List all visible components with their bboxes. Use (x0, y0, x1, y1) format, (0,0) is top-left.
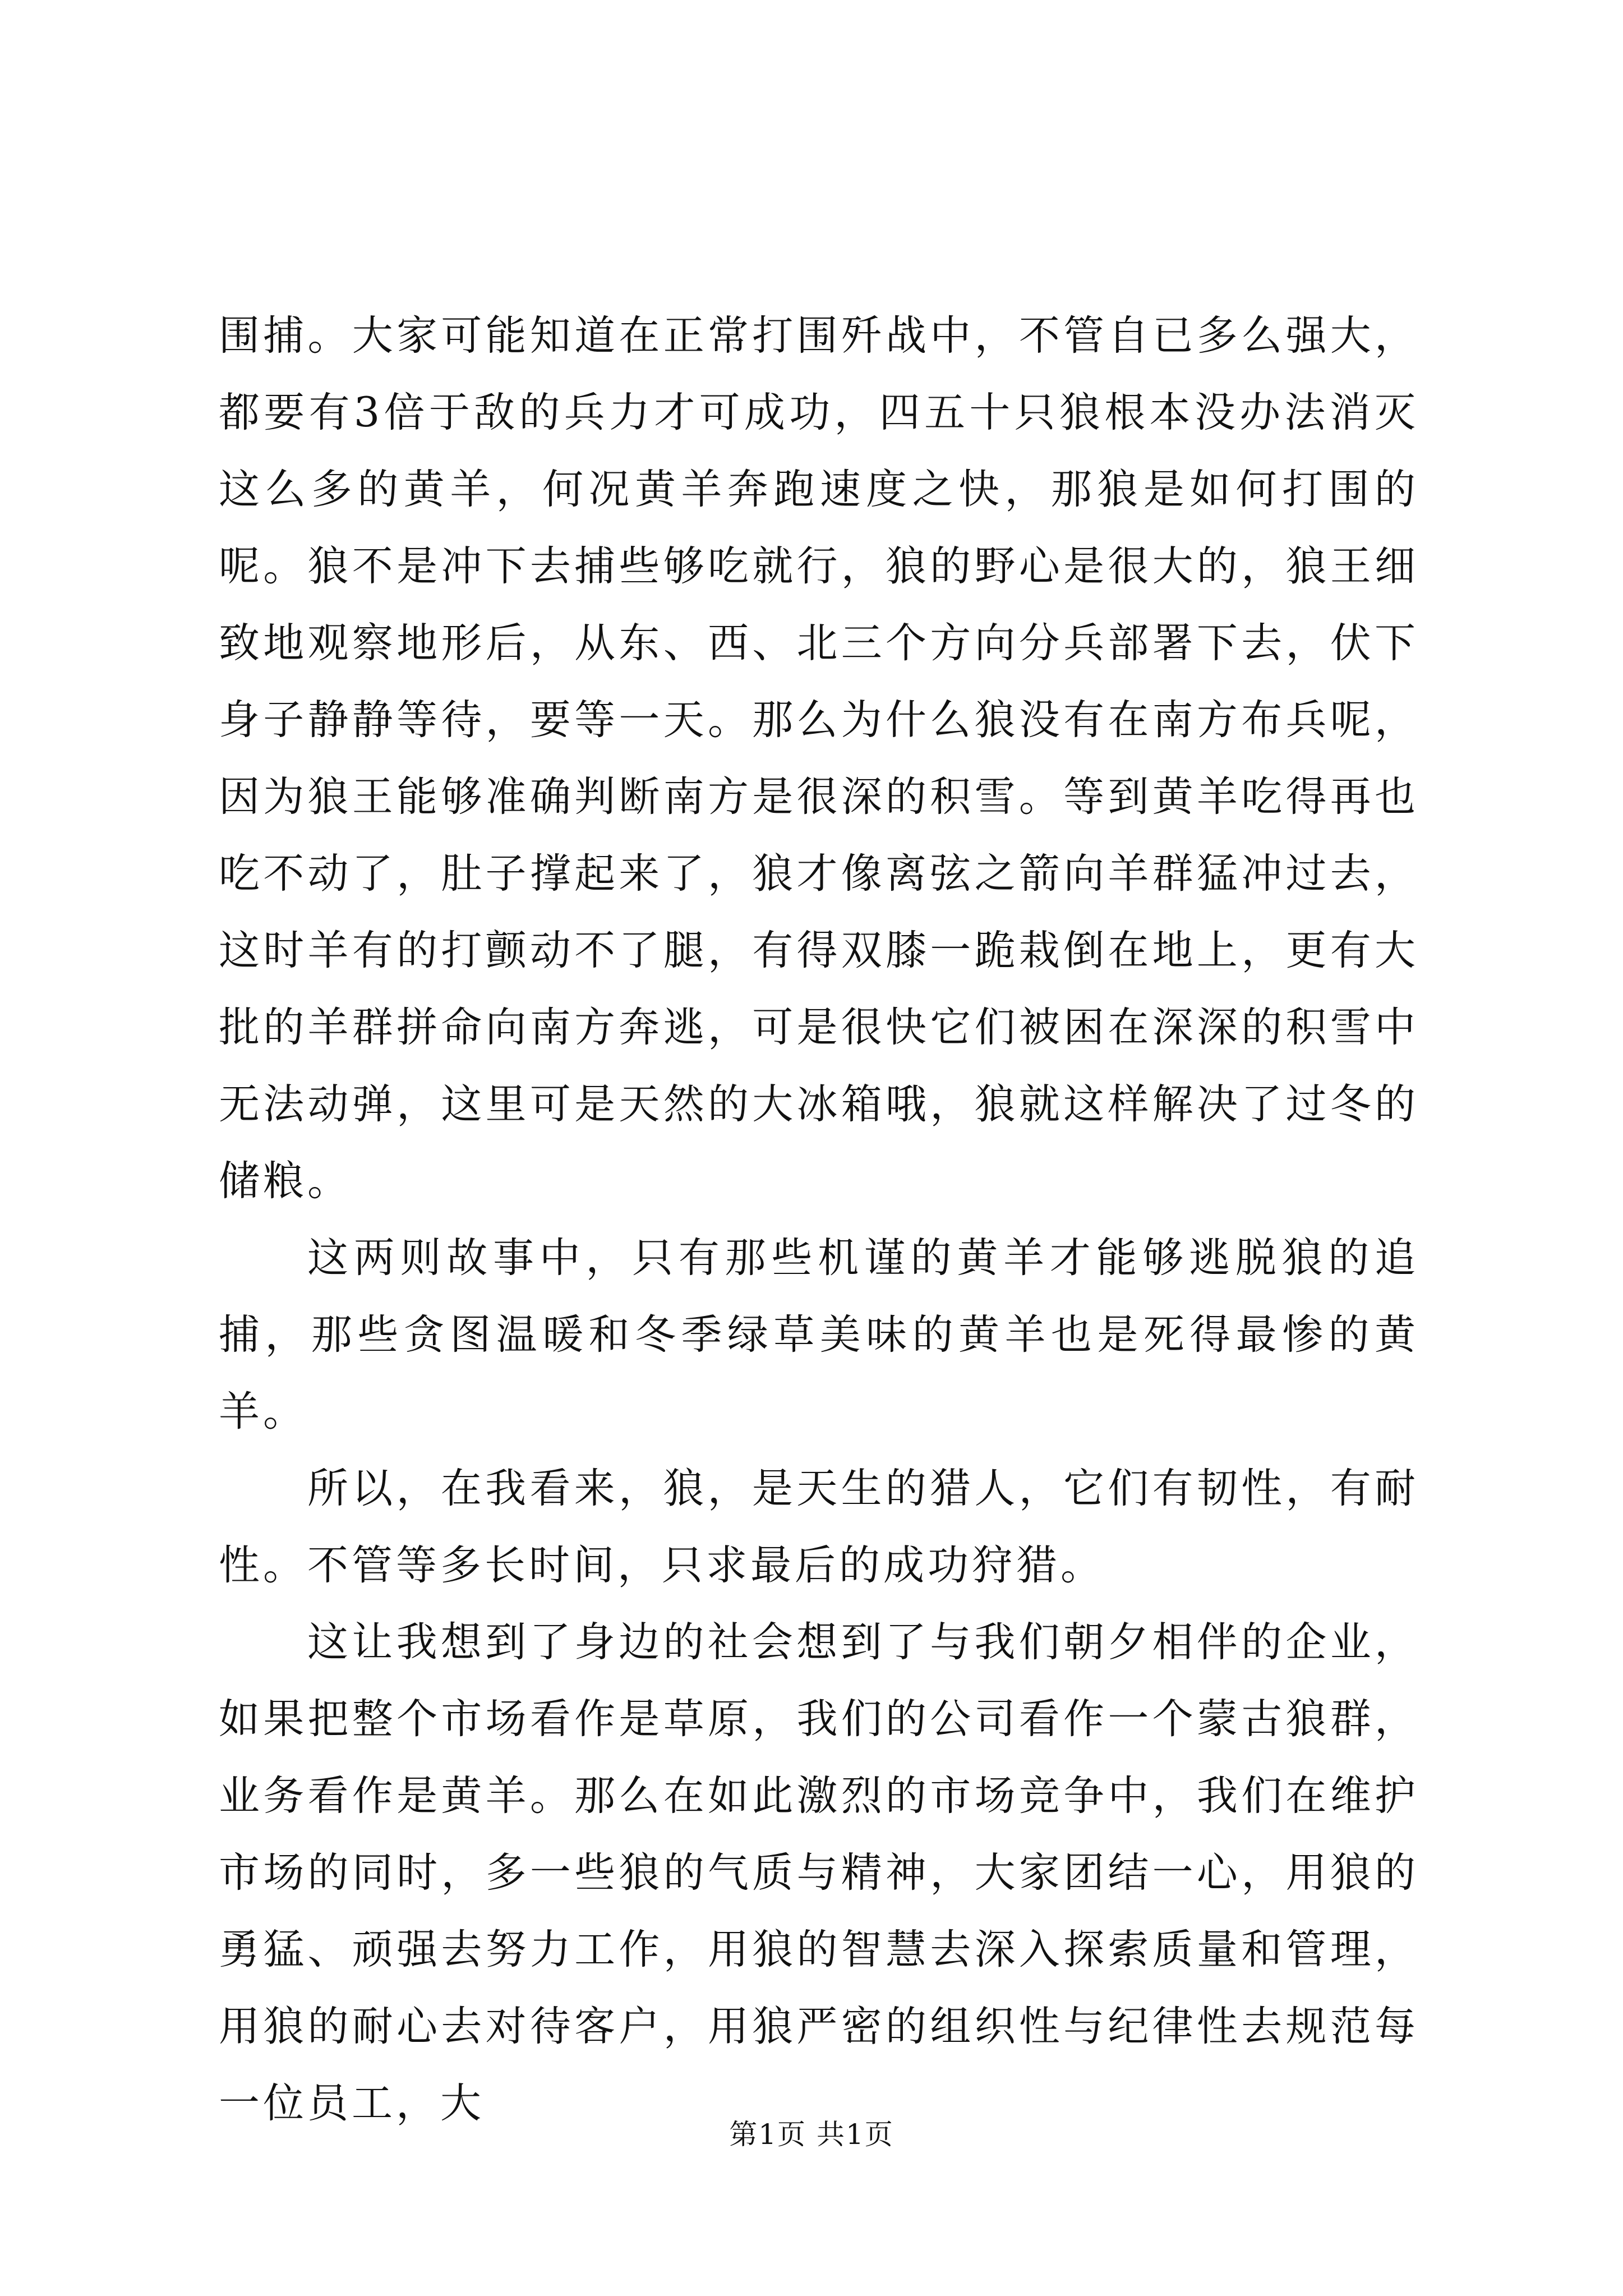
paragraph-4: 这让我想到了身边的社会想到了与我们朝夕相伴的企业，如果把整个市场看作是草原，我们的公司看作一个蒙古狼群，业务看作是黄羊。那么在如此激烈的市场竞争中，我们在维护市场的同时，多一些狼的气质与精神，大家团结一心，用狼的勇猛、顽强去努力工作，用狼的智慧去深入探索质量和管理，用狼的耐心去对待客户，用狼严密的组织性与纪律性去规范每一位员工，大 (219, 1618, 1419, 2127)
paragraph-1: 围捕。大家可能知道在正常打围歼战中，不管自已多么强大，都要有3倍于敌的兵力才可成功，四五十只狼根本没办法消灭这么多的黄羊，何况黄羊奔跑速度之快，那狼是如何打围的呢。狼不是冲下去捕些够吃就行，狼的野心是很大的，狼王细致地观察地形后，从东、西、北三个方向分兵部署下去，伏下身子静静等待，要等一天。那么为什么狼没有在南方布兵呢，因为狼王能够准确判断南方是很深的积雪。等到黄羊吃得再也吃不动了，肚子撑起来了，狼才像离弦之箭向羊群猛冲过去，这时羊有的打颤动不了腿，有得双膝一跪栽倒在地上，更有大批的羊群拼命向南方奔逃，可是很快它们被困在深深的积雪中无法动弹，这里可是天然的大冰箱哦，狼就这样解决了过冬的储粮。 (219, 312, 1419, 1205)
paragraph-3: 所以，在我看来，狼，是天生的猎人，它们有韧性，有耐性。不管等多长时间，只求最后的成功狩猎。 (219, 1465, 1419, 1589)
paragraph-2: 这两则故事中，只有那些机谨的黄羊才能够逃脱狼的追捕，那些贪图温暖和冬季绿草美味的黄羊也是死得最惨的黄羊。 (219, 1234, 1419, 1435)
page-footer: 第1页 共1页 (729, 2118, 894, 2151)
document-body (219, 297, 1419, 2142)
